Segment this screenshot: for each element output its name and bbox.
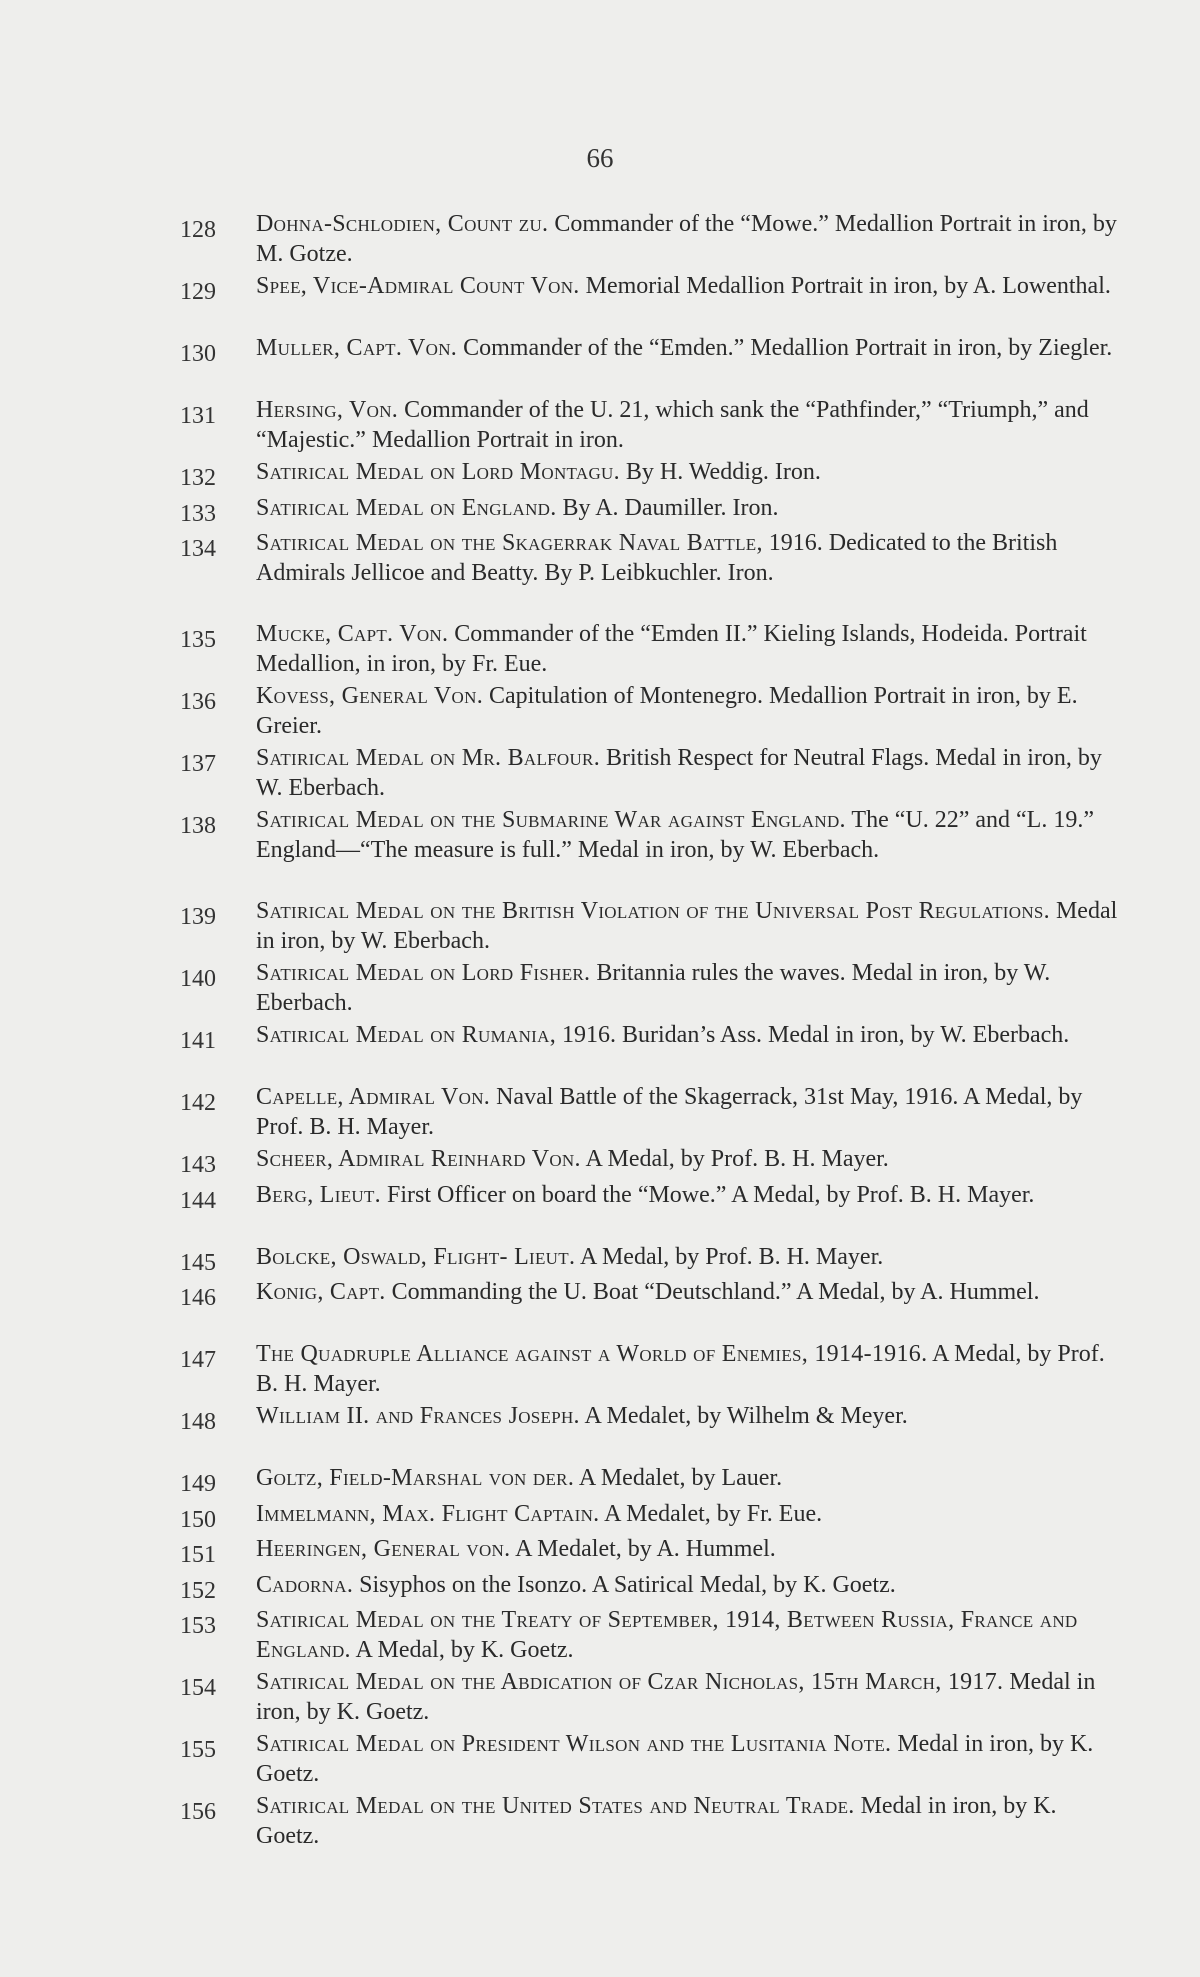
entry-text [256,682,1125,741]
entry-number: 136 [180,689,216,715]
entry-number: 128 [180,217,216,243]
entry-heading: Satirical Medal on Lord Fisher. [256,960,591,986]
entry-number: 144 [180,1187,216,1214]
entry-description: A Medal, by Prof. B. H. Mayer. [256,1341,1105,1397]
medal-entry [180,897,1125,959]
entry-text [256,1083,1125,1142]
medal-entry [180,1402,1125,1464]
entry-number: 135 [180,627,216,653]
entry-text [256,334,1125,364]
entry-text [256,1668,1125,1727]
entry-heading: Scheer, Admiral Reinhard Von. [256,1146,581,1172]
entry-heading: Satirical Medal on the Abdication of Czar Nicholas, 15th March, 1917. [256,1669,1004,1695]
entry-number: 131 [180,403,216,429]
entry-description: A Medalet, by Wilhelm & Meyer. [584,1403,908,1429]
entry-text [256,959,1125,1018]
entry-description: Medal in iron, by W. Eberbach. [256,898,1118,954]
entry-description: Commander of the “Emden.” Medallion Portrait in iron, by Ziegler. [463,335,1113,361]
entry-number: 149 [180,1471,216,1497]
entry-heading: Spee, Vice-Admiral Count Von. [256,273,580,299]
entry-description: Commander of the U. 21, which sank the “Pathfinder,” “Triumph,” and “Majestic.” Medallion Portrait in iron. [256,397,1089,453]
entry-heading: Hersing, Von. [256,397,399,423]
entry-heading: Satirical Medal on the Submarine War against England. [256,807,846,833]
entry-description: Capitulation of Montenegro. Medallion Portrait in iron, by E. Greier. [256,683,1078,739]
entry-heading: Satirical Medal on the United States and Neutral Trade. [256,1793,855,1819]
medal-entry [180,529,1125,620]
medal-entry [180,1278,1125,1340]
entry-number: 134 [180,536,216,562]
entry-number: 153 [180,1613,216,1639]
entry-number: 147 [180,1347,216,1373]
entry-text [256,458,1125,488]
entry-text [256,1464,1125,1494]
entry-description: First Officer on board the “Mowe.” A Medal, by Prof. B. H. Mayer. [386,1181,1035,1208]
medal-entry [180,806,1125,897]
page-number: 66 [586,143,614,173]
medal-entry [180,1021,1125,1083]
medal-entry [180,1535,1125,1571]
entry-heading: Satirical Medal on the British Violation of the Universal Post Regulations. [256,898,1050,924]
entry-description: 1916. Buridan’s Ass. Medal in iron, by W. Eberbach. [562,1022,1070,1048]
entry-text [256,1730,1125,1789]
entry-heading: Capelle, Admiral Von. [256,1084,491,1110]
entry-description: Medal in iron, by K. Goetz. [256,1669,1096,1725]
medal-entry [180,744,1125,806]
medal-entry [180,272,1125,334]
medal-entry [180,396,1125,458]
entry-text [256,396,1125,455]
entry-text [256,1181,1125,1211]
entry-number: 150 [180,1506,216,1533]
medal-entry [180,1792,1125,1854]
entry-heading: Satirical Medal on Mr. Balfour. [256,745,600,771]
medal-entry [180,1571,1125,1607]
medal-list [180,210,1125,1854]
entry-description: By A. Daumiller. Iron. [562,494,779,521]
entry-number: 148 [180,1409,216,1435]
entry-number: 132 [180,465,216,491]
entry-heading: Kovess, General Von. [256,683,484,709]
entry-number: 154 [180,1675,216,1701]
entry-number: 130 [180,341,216,367]
entry-description: Commander of the “Mowe.” Medallion Portrait in iron, by M. Gotze. [256,211,1117,267]
entry-description: A Medal, by K. Goetz. [355,1636,574,1663]
medal-entry [180,1340,1125,1402]
entry-description: Naval Battle of the Skagerrack, 31st May, 1916. A Medal, by Prof. B. H. Mayer. [256,1084,1083,1140]
entry-description: By H. Weddig. Iron. [625,459,821,485]
medal-entry [180,1500,1125,1536]
medal-entry [180,682,1125,744]
entry-text [256,210,1125,269]
medal-entry [180,334,1125,396]
entry-text [256,1792,1125,1851]
entry-heading: The Quadruple Alliance against a World of Enemies, 1914-1916. [256,1341,928,1367]
entry-number: 143 [180,1152,216,1178]
entry-text [256,806,1125,865]
entry-heading: Berg, Lieut. [256,1181,381,1208]
entry-heading: Konig, Capt. [256,1279,386,1305]
entry-heading: Satirical Medal on England. [256,494,557,521]
medal-entry [180,620,1125,682]
entry-heading: Satirical Medal on the Treaty of September, 1914, Between Russia, France and England. [256,1607,1078,1663]
entry-heading: Satirical Medal on President Wilson and the Lusitania Note. [256,1731,892,1757]
entry-heading: Immelmann, Max. Flight Captain. [256,1500,600,1527]
entry-number: 129 [180,279,216,305]
entry-heading: Muller, Capt. Von. [256,335,458,361]
entry-description: Britannia rules the waves. Medal in iron, by W. Eberbach. [256,960,1051,1016]
entry-description: Memorial Medallion Portrait in iron, by A. Lowenthal. [585,273,1111,299]
entry-heading: Goltz, Field-Marshal von der. [256,1465,575,1491]
entry-description: Commander of the “Emden II.” Kieling Islands, Hodeida. Portrait Medallion, in iron, by Fr. Eue. [256,621,1087,677]
entry-heading: Satirical Medal on the Skagerrak Naval Battle, [256,530,763,556]
entry-heading: Dohna-Schlodien, Count zu. [256,211,549,237]
entry-number: 145 [180,1249,216,1276]
medal-entry [180,1145,1125,1181]
entry-text [256,744,1125,803]
entry-text [256,1340,1125,1399]
entry-description: British Respect for Neutral Flags. Medal in iron, by W. Eberbach. [256,745,1102,801]
entry-text [256,1500,1125,1530]
entry-text [256,272,1125,302]
entry-description: 1916. Dedicated to the British Admirals Jellicoe and Beatty. By P. Leibkuchler. Iron. [256,530,1058,586]
entry-description: Commanding the U. Boat “Deutschland.” A Medal, by A. Hummel. [391,1279,1040,1305]
entry-heading: Satirical Medal on Rumania, [256,1022,556,1048]
entry-number: 137 [180,751,216,777]
entry-text [256,1535,1125,1565]
entry-text [256,1278,1125,1308]
entry-number: 151 [180,1542,216,1568]
entry-text [256,1606,1125,1665]
entry-description: A Medalet, by Fr. Eue. [604,1500,823,1527]
medal-entry [180,1464,1125,1500]
medal-entry [180,210,1125,272]
entry-heading: Heeringen, General von. [256,1536,511,1562]
entry-description: Sisyphos on the Isonzo. A Satirical Medal, by K. Goetz. [359,1571,896,1598]
entry-heading: Mucke, Capt. Von. [256,621,449,647]
entry-text [256,1571,1125,1601]
entry-description: A Medalet, by Lauer. [578,1465,783,1491]
entry-heading: Satirical Medal on Lord Montagu. [256,459,620,485]
entry-number: 155 [180,1737,216,1763]
entry-description: A Medal, by Prof. B. H. Mayer. [579,1243,884,1270]
medal-entry [180,1606,1125,1668]
entry-description: Medal in iron, by K. Goetz. [256,1731,1094,1787]
medal-entry [180,1181,1125,1243]
medal-entry [180,1668,1125,1730]
medal-entry [180,1243,1125,1279]
entry-heading: Cadorna. [256,1571,354,1598]
medal-entry [180,494,1125,530]
entry-text [256,494,1125,524]
medal-entry [180,1730,1125,1792]
entry-text [256,1021,1125,1051]
entry-text [256,1145,1125,1175]
entry-description: The “U. 22” and “L. 19.” England—“The measure is full.” Medal in iron, by W. Eberbach. [256,807,1094,863]
entry-number: 156 [180,1799,216,1825]
entry-description: Medal in iron, by K. Goetz. [256,1793,1057,1849]
entry-description: A Medalet, by A. Hummel. [515,1536,776,1562]
entry-description: A Medal, by Prof. B. H. Mayer. [585,1146,889,1172]
entry-number: 140 [180,966,216,992]
entry-number: 138 [180,813,216,839]
medal-entry [180,458,1125,494]
entry-text [256,620,1125,679]
entry-number: 139 [180,904,216,930]
entry-text [256,1243,1125,1273]
medal-entry [180,959,1125,1021]
medal-entry [180,1083,1125,1145]
entry-number: 146 [180,1285,216,1311]
entry-heading: Bolcke, Oswald, Flight- Lieut. [256,1243,576,1270]
entry-text [256,897,1125,956]
entry-number: 152 [180,1577,216,1604]
entry-number: 141 [180,1028,216,1054]
entry-heading: William II. and Frances Joseph. [256,1403,580,1429]
entry-number: 133 [180,500,216,527]
entry-number: 142 [180,1090,216,1116]
entry-text [256,529,1125,588]
entry-text [256,1402,1125,1432]
